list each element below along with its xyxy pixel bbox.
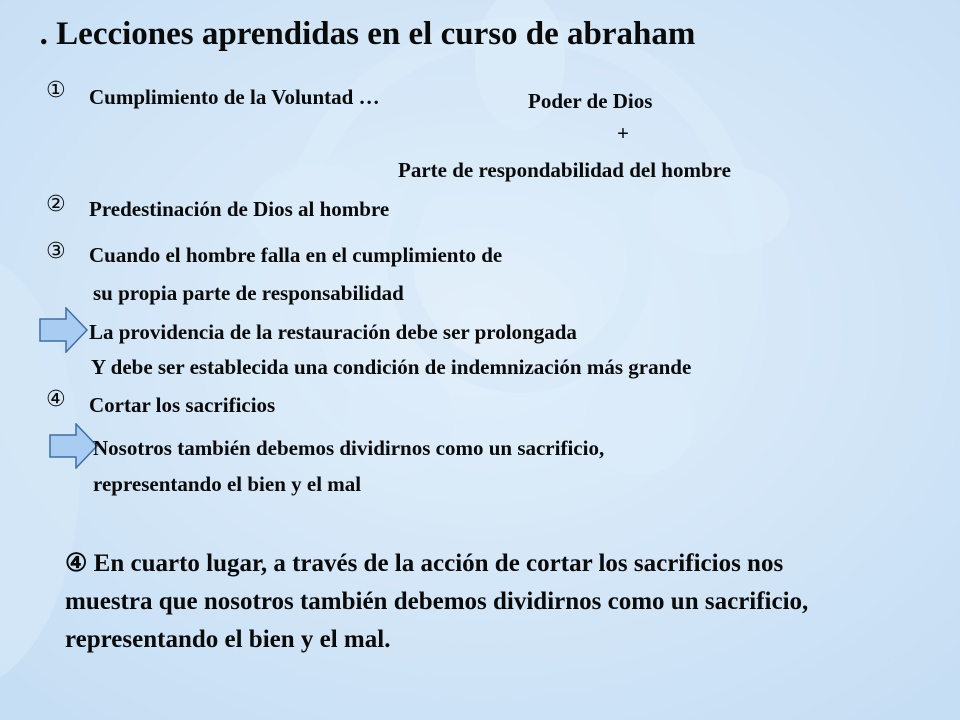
plus-sign: + bbox=[617, 121, 629, 145]
right-arrow-icon bbox=[39, 307, 89, 353]
number-1-icon: ① bbox=[46, 78, 66, 103]
arrow-2-continuation: representando el bien y el mal bbox=[93, 472, 362, 496]
slide-title:  . Lecciones aprendidas en el curso de abraham bbox=[14, 16, 696, 52]
number-2-icon: ② bbox=[46, 192, 66, 217]
item-1-text: Cumplimiento de la Voluntad … bbox=[89, 85, 380, 109]
item-3-continuation: su propia parte de responsabilidad bbox=[93, 281, 404, 305]
number-4-icon: ④ bbox=[46, 387, 66, 412]
summary-paragraph: ④ En cuarto lugar, a través de la acción de cortar los sacrificios nos muestra que nosotros también debemos dividirnos como un sacrificio, representando el bien y el mal. bbox=[65, 550, 809, 653]
item-4-text: Cortar los sacrificios bbox=[89, 393, 276, 417]
parte-responsabilidad: Parte de respondabilidad del hombre bbox=[398, 158, 731, 182]
arrow-2-text: Nosotros también debemos dividirnos como un sacrificio, bbox=[93, 436, 605, 460]
number-3-icon: ③ bbox=[46, 239, 66, 264]
right-arrow-icon bbox=[49, 423, 99, 469]
arrow-1-continuation: Y debe ser establecida una condición de indemnización más grande bbox=[91, 355, 692, 379]
item-3-text: Cuando el hombre falla en el cumplimiento de bbox=[89, 243, 503, 267]
item-2-text: Predestinación de Dios al hombre bbox=[89, 197, 390, 221]
arrow-1-text: La providencia de la restauración debe ser prolongada bbox=[89, 320, 577, 344]
poder-de-dios: Poder de Dios bbox=[528, 89, 653, 113]
